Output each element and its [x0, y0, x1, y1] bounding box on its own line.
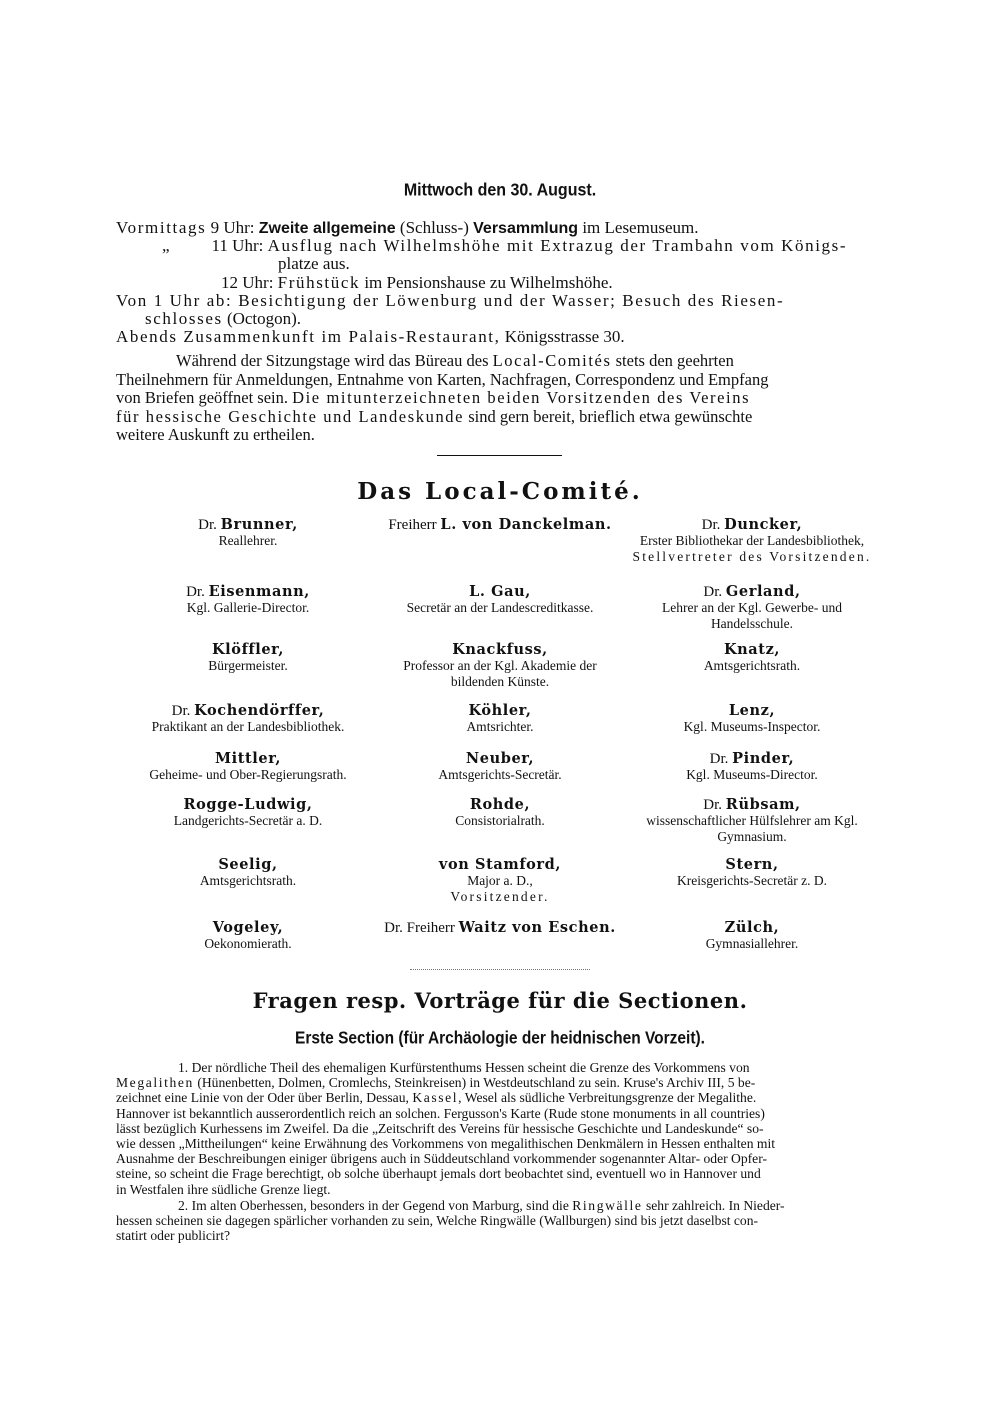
member-title-prefix: Dr. [703, 584, 726, 600]
question-2: 2. Im alten Oberhessen, besonders in der Gegend von Marburg, sind die Ringwälle sehr zahlreich. In Nieder- hessen scheinen sie dagegen spärlicher vorhanden zu sein, Welche Ringwälle (Wallburgen) sind bis jetzt daselbst con- statirt oder publicirt? [116, 1198, 785, 1244]
member-surname: Eisenmann, [208, 583, 310, 600]
member-role: Amtsgerichtsrath. [703, 658, 801, 673]
section-title: Erste Section (für Archäologie der heidnischen Vorzeit). [295, 1028, 705, 1048]
member-role: Kgl. Museums-Director. [686, 767, 818, 782]
member-name [370, 920, 630, 936]
question-1: 1. Der nördliche Theil des ehemaligen Kurfürstenthums Hessen scheint die Grenze des Vorkommens von Megalithen (Hünenbetten, Dolmen, Cromlechs, Steinkreisen) in Westdeutschland zu sein. Kruse's Archiv III, 5 be- zeichnet eine Linie von der Oder über Berlin, Dessau, Kassel, Wesel als südliche Verbreitungsgrenze der Megalithe. Hannover ist bekanntlich ausserordentlich reich an solchen. Fergusson's Karte (Rude stone monuments in all countries) lässt bezüglich Kurhessens im Zweifel. Da die „Zeitschrift des Vereins für hessische Geschichte und Landeskunde“ so- wie dessen „Mittheilungen“ keine Erwähnung des Vorkommens von megalithischen Denkmälern in Hessen enthalten mit Ausnahme der Beschreibungen einiger übrigens auch in Süddeutschland vorkommender sogenannter Altar- oder Opfer- steine, so scheint die Frage berechtigt, ob solche überhaupt jemals dort beobachtet sind, eventuell wo in Hannover und in Westfalen ihre südliche Grenze liegt. [116, 1060, 776, 1197]
member-title-prefix: Dr. [186, 584, 209, 600]
member-title-prefix: Dr. [171, 703, 195, 719]
member-surname: Klöffler, [211, 641, 285, 658]
member-role-line-2: Handelsschule. [710, 616, 794, 631]
member-name [118, 857, 378, 873]
member-name [622, 642, 882, 658]
member-role: Major a. D., [467, 873, 533, 888]
member-name [370, 517, 630, 533]
committee-member [622, 797, 882, 845]
member-surname: Mittler, [214, 750, 282, 767]
member-role: Kgl. Gallerie-Director. [186, 600, 310, 615]
committee-member [370, 857, 630, 905]
committee-member [118, 797, 378, 829]
member-name [118, 642, 378, 658]
schedule-line-1: Vormittags 9 Uhr: Zweite allgemeine (Schluss-) Versammlung im Lesemuseum. [116, 218, 699, 237]
member-surname: Kochendörffer, [194, 702, 325, 719]
member-surname: L. Gau, [469, 583, 531, 600]
committee-member [370, 751, 630, 783]
committee-member [622, 920, 882, 952]
fragen-title: Fragen resp. Vorträge für die Sectionen. [252, 988, 748, 1013]
member-surname: Knatz, [723, 641, 781, 658]
member-role: Bürgermeister. [208, 658, 288, 673]
member-name [622, 517, 882, 533]
member-role: Lehrer an der Kgl. Gewerbe- und [662, 600, 842, 615]
member-name [118, 751, 378, 767]
member-name [370, 751, 630, 767]
member-role: Reallehrer. [218, 533, 278, 548]
committee-member [118, 517, 378, 549]
committee-member [370, 703, 630, 735]
day-heading: Mittwoch den 30. August. [403, 180, 597, 200]
member-surname: Rübsam, [725, 796, 801, 813]
member-role: Geheime- und Ober-Regierungsrath. [149, 767, 347, 782]
member-name [622, 797, 882, 813]
committee-member [622, 517, 882, 565]
committee-member [370, 920, 630, 936]
member-surname: Knackfuss, [452, 641, 548, 658]
committee-member [370, 517, 630, 533]
member-name [118, 517, 378, 533]
member-surname: L. von Danckelman. [440, 516, 612, 533]
member-surname: Lenz, [728, 702, 776, 719]
member-surname: von Stamford, [438, 856, 562, 873]
schedule-line-6: schlosses (Octogon). [145, 309, 302, 328]
member-name [622, 584, 882, 600]
member-name [622, 703, 882, 719]
schedule-line-4: 12 Uhr: Frühstück im Pensionshause zu Wilhelmshöhe. [221, 273, 613, 292]
committee-member [622, 751, 882, 783]
divider-rule [437, 455, 562, 456]
member-surname: Rogge-Ludwig, [183, 796, 313, 813]
member-surname: Pinder, [732, 750, 795, 767]
member-role: Erster Bibliothekar der Landesbibliothek, [639, 533, 865, 548]
member-role: Kgl. Museums-Inspector. [683, 719, 821, 734]
member-role: Landgerichts-Secretär a. D. [173, 813, 323, 828]
member-title-prefix: Freiherr [388, 517, 441, 533]
member-title-prefix: Dr. [703, 797, 726, 813]
committee-member [622, 857, 882, 889]
committee-member [118, 751, 378, 783]
committee-member [118, 703, 378, 735]
committee-member [370, 797, 630, 829]
member-name [370, 857, 630, 873]
member-name [370, 584, 630, 600]
schedule-line-2: „ 11 Uhr: Ausflug nach Wilhelmshöhe mit Extrazug der Trambahn vom Königs- [162, 236, 848, 255]
committee-member [622, 584, 882, 632]
member-surname: Zülch, [724, 919, 780, 936]
member-surname: Seelig, [218, 856, 278, 873]
committee-member [370, 584, 630, 616]
member-role: Praktikant an der Landesbibliothek. [151, 719, 345, 734]
member-role: Amtsgerichtsrath. [199, 873, 297, 888]
info-paragraph: Während der Sitzungstage wird das Büreau des Local-Comités stets den geehrten Theilnehmern für Anmeldungen, Entnahme von Karten, Nachfragen, Correspondenz und Empfang von Briefen geöffnet sein. Die mitunterzeichneten beiden Vorsitzenden des Vereins für hessische Geschichte und Landeskunde sind gern bereit, brieflich etwa gewünschte weitere Auskunft zu ertheilen. [116, 351, 769, 444]
member-surname: Köhler, [468, 702, 532, 719]
member-role: wissenschaftlicher Hülfslehrer am Kgl. [646, 813, 858, 828]
member-role-line-2: Gymnasium. [717, 829, 787, 844]
member-role: Consistorialrath. [455, 813, 545, 828]
member-role: Amtsrichter. [466, 719, 534, 734]
member-role: Oekonomierath. [204, 936, 292, 951]
member-role-line-2: bildenden Künste. [450, 674, 550, 689]
committee-member [622, 703, 882, 735]
committee-member [118, 642, 378, 674]
committee-member [118, 857, 378, 889]
member-title-prefix: Dr. [701, 517, 725, 533]
member-name [622, 920, 882, 936]
member-name [370, 642, 630, 658]
member-role: Secretär an der Landescreditkasse. [406, 600, 594, 615]
member-surname: Brunner, [220, 516, 298, 533]
member-name [622, 751, 882, 767]
member-role: Gymnasiallehrer. [705, 936, 799, 951]
member-name [622, 857, 882, 873]
member-role-line-2: Vorsitzender. [450, 889, 550, 904]
member-surname: Duncker, [724, 516, 803, 533]
member-surname: Rohde, [469, 796, 531, 813]
committee-member [118, 920, 378, 952]
committee-member [370, 642, 630, 690]
schedule-line-5: Von 1 Uhr ab: Besichtigung der Löwenburg und der Wasser; Besuch des Riesen- [116, 291, 785, 310]
member-name [370, 797, 630, 813]
member-name [118, 703, 378, 719]
member-surname: Waitz von Eschen. [458, 919, 616, 936]
committee-member [622, 642, 882, 674]
member-name [118, 797, 378, 813]
member-surname: Neuber, [465, 750, 535, 767]
member-title-prefix: Dr. [709, 751, 733, 767]
committee-member [118, 584, 378, 616]
member-name [118, 920, 378, 936]
dotted-separator [410, 969, 590, 970]
member-role: Professor an der Kgl. Akademie der [403, 658, 597, 673]
comite-title: Das Local-Comité. [357, 478, 643, 505]
member-role: Kreisgerichts-Secretär z. D. [677, 873, 827, 888]
member-surname: Gerland, [725, 583, 801, 600]
schedule-line-7: Abends Zusammenkunft im Palais-Restaurant, Königsstrasse 30. [116, 327, 625, 346]
member-role: Amtsgerichts-Secretär. [438, 767, 562, 782]
member-title-prefix: Dr. [198, 517, 221, 533]
member-surname: Stern, [725, 856, 779, 873]
schedule-line-3: platze aus. [278, 254, 350, 273]
member-title-prefix: Dr. Freiherr [384, 920, 459, 936]
member-name [118, 584, 378, 600]
member-name [370, 703, 630, 719]
member-role-line-2: Stellvertreter des Vorsitzenden. [632, 549, 872, 564]
member-surname: Vogeley, [212, 919, 284, 936]
